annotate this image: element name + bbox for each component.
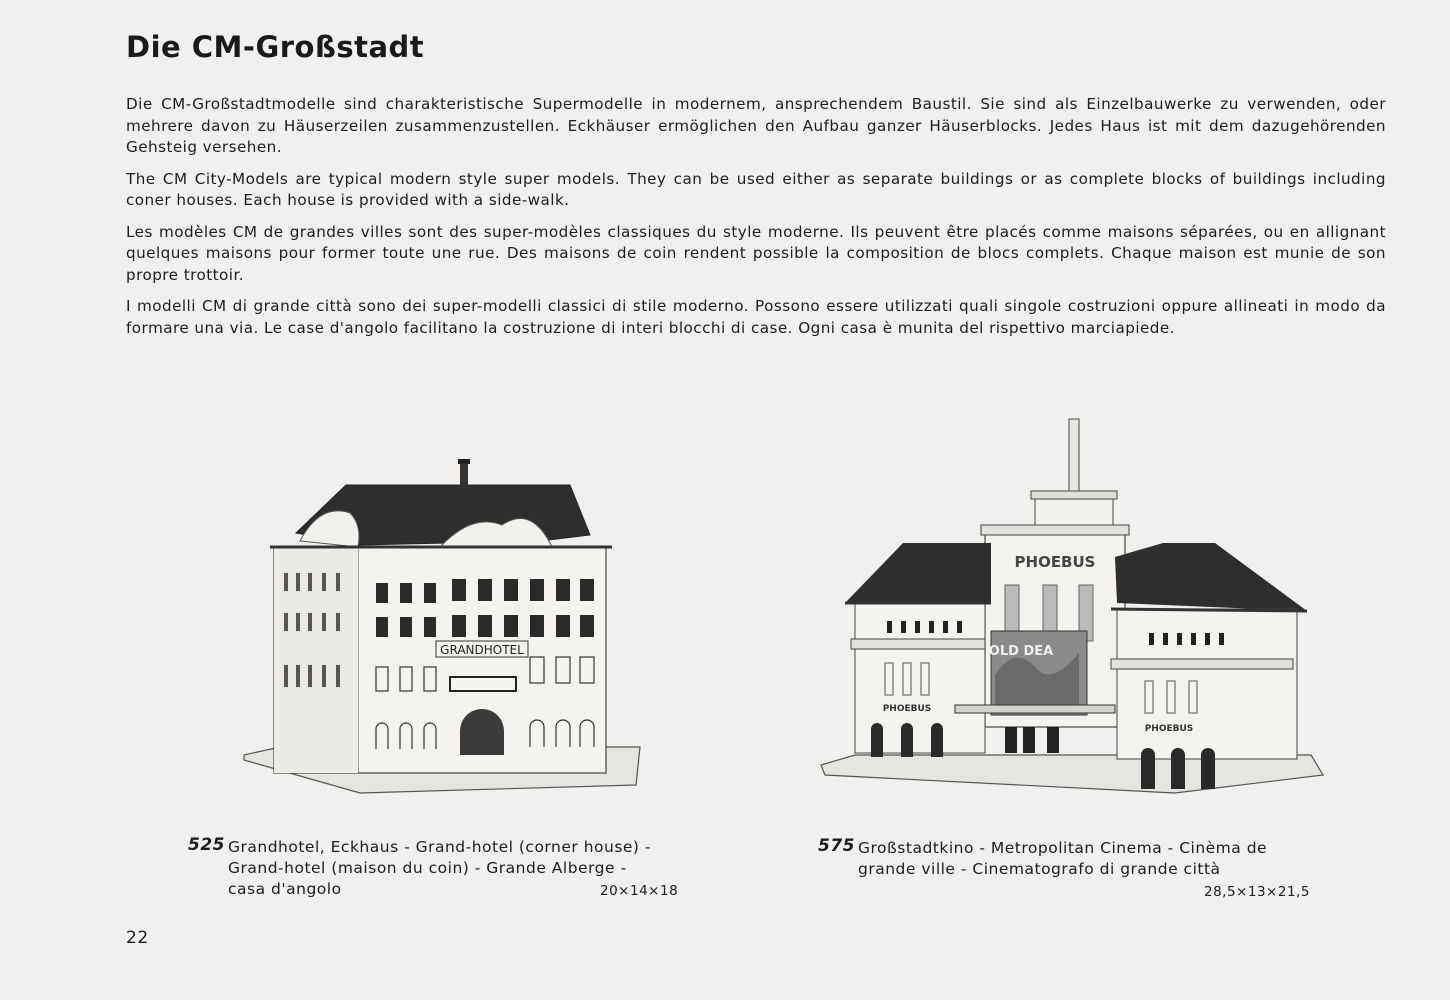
product-525-line-1: Grandhotel, Eckhaus - Grand-hotel (corner house) - xyxy=(228,838,651,856)
cinema-billboard: OLD DEA xyxy=(988,644,1054,659)
product-525-dimensions: 20×14×18 xyxy=(600,883,679,899)
product-575-line-2: grande ville - Cinematografo di grande città xyxy=(858,860,1221,878)
cinema-right-sign: PHOEBUS xyxy=(1144,724,1194,734)
product-575-dimensions: 28,5×13×21,5 xyxy=(1204,884,1310,900)
product-525-line-2: Grand-hotel (maison du coin) - Grande Alberge - xyxy=(228,859,627,877)
product-575-caption xyxy=(818,836,1328,906)
grandhotel-illustration xyxy=(240,455,650,800)
page-number: 22 xyxy=(126,928,149,948)
page-title: Die CM-Großstadt xyxy=(126,30,425,64)
cinema-left-sign: PHOEBUS xyxy=(882,704,932,714)
intro-text xyxy=(126,94,1386,349)
product-525-line-3: casa d'angolo xyxy=(228,880,342,898)
intro-german: Die CM-Großstadtmodelle sind charakteristische Supermodelle in modernem, ansprechendem Baustil. Sie sind als Einzelbauwerke zu verwenden, oder mehrere davon zu Häuserzeilen zusammenzustellen. Eckhäuser ermöglichen den Aufbau ganzer Häuserblocks. Jedes Haus ist mit dem dazugehörenden Gehsteig versehen. xyxy=(126,95,1386,156)
intro-english: The CM City-Models are typical modern style super models. They can be used either as separate buildings or as complete blocks of buildings including coner houses. Each house is provided with a side-walk. xyxy=(126,169,1386,209)
product-525-caption xyxy=(188,835,698,905)
intro-french: Les modèles CM de grandes villes sont des super-modèles classiques du style moderne. Ils peuvent être placés comme maisons séparées, ou en allignant quelques maisons pour former toute une rue. Des maisons de coin rendent possible la composition de blocs complets. Chaque maison est munie de son propre trottoir. xyxy=(126,222,1386,284)
product-525-number: 525 xyxy=(188,835,225,855)
product-575-line-1: Großstadtkino - Metropolitan Cinema - Cinèma de xyxy=(858,839,1268,857)
intro-italian: I modelli CM di grande città sono dei super-modelli classici di stile moderno. Possono essere utilizzati quali singole costruzioni oppure allineati in modo da formare una via. Le case d'angolo facilitano la costruzione di interi blocchi di case. Ogni casa è munita del rispettivo marciapiede. xyxy=(126,297,1386,337)
product-575-number: 575 xyxy=(818,836,855,856)
cinema-main-sign: PHOEBUS xyxy=(1014,553,1096,571)
cinema-illustration xyxy=(815,415,1330,810)
grandhotel-sign: GRANDHOTEL xyxy=(440,643,524,657)
